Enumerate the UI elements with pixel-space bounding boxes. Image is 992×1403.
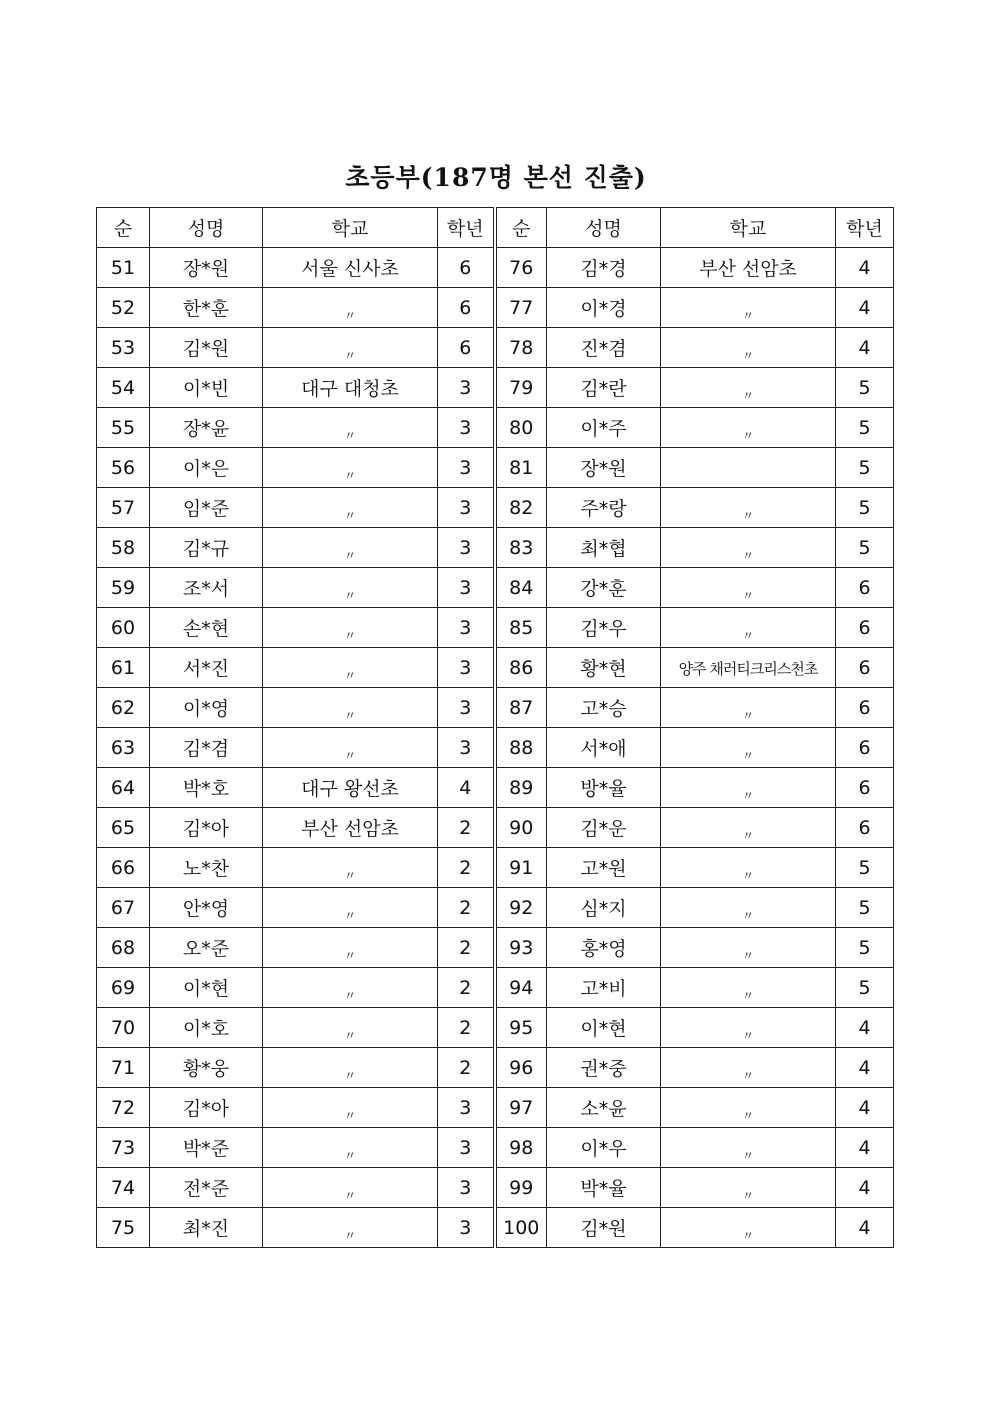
cell-no: 70 <box>97 1008 150 1048</box>
cell-no: 63 <box>97 728 150 768</box>
cell-school <box>263 768 438 808</box>
cell-grade: 5 <box>836 408 894 448</box>
cell-grade: 5 <box>836 928 894 968</box>
cell-school <box>661 288 836 328</box>
cell-grade: 6 <box>836 688 894 728</box>
ditto-mark: 〃 <box>343 1148 356 1163</box>
cell-grade: 5 <box>836 488 894 528</box>
table-row <box>97 888 894 928</box>
cell-school <box>263 688 438 728</box>
cell-no: 82 <box>495 488 547 528</box>
table-row <box>97 568 894 608</box>
table-row <box>97 328 894 368</box>
table-body <box>97 248 894 1248</box>
cell-name: 김*규 <box>150 528 263 568</box>
ditto-mark: 〃 <box>741 388 754 403</box>
cell-no: 57 <box>97 488 150 528</box>
cell-school <box>263 1008 438 1048</box>
cell-grade: 6 <box>836 808 894 848</box>
cell-name: 이*주 <box>547 408 661 448</box>
cell-name: 최*진 <box>150 1208 263 1248</box>
cell-grade: 4 <box>836 1168 894 1208</box>
cell-name: 한*훈 <box>150 288 263 328</box>
ditto-mark: 〃 <box>741 748 754 763</box>
cell-no: 69 <box>97 968 150 1008</box>
school-name: 양주 채러티크리스천초 <box>678 659 818 678</box>
cell-no: 72 <box>97 1088 150 1128</box>
table-row <box>97 1168 894 1208</box>
table-row <box>97 688 894 728</box>
table-row <box>97 808 894 848</box>
ditto-mark: 〃 <box>343 548 356 563</box>
table-row <box>97 288 894 328</box>
cell-no: 79 <box>495 368 547 408</box>
cell-school <box>263 608 438 648</box>
ditto-mark: 〃 <box>741 788 754 803</box>
cell-grade: 6 <box>836 568 894 608</box>
cell-grade: 5 <box>836 448 894 488</box>
cell-school <box>263 808 438 848</box>
cell-name: 전*준 <box>150 1168 263 1208</box>
cell-grade: 3 <box>438 488 495 528</box>
table-row <box>97 408 894 448</box>
cell-name: 고*원 <box>547 848 661 888</box>
cell-no: 84 <box>495 568 547 608</box>
ditto-mark: 〃 <box>741 308 754 323</box>
cell-grade: 3 <box>438 368 495 408</box>
ditto-mark: 〃 <box>343 748 356 763</box>
ditto-mark: 〃 <box>343 668 356 683</box>
ditto-mark: 〃 <box>741 1068 754 1083</box>
cell-name: 장*윤 <box>150 408 263 448</box>
cell-school <box>661 1088 836 1128</box>
cell-no: 51 <box>97 248 150 288</box>
cell-school <box>263 728 438 768</box>
cell-name: 김*아 <box>150 808 263 848</box>
table-row <box>97 1048 894 1088</box>
cell-grade: 6 <box>836 728 894 768</box>
ditto-mark: 〃 <box>343 588 356 603</box>
cell-school <box>661 248 836 288</box>
cell-name: 손*현 <box>150 608 263 648</box>
ditto-mark: 〃 <box>343 1068 356 1083</box>
cell-no: 60 <box>97 608 150 648</box>
cell-no: 62 <box>97 688 150 728</box>
cell-school <box>263 328 438 368</box>
cell-name: 고*승 <box>547 688 661 728</box>
cell-name: 강*훈 <box>547 568 661 608</box>
table-row <box>97 928 894 968</box>
cell-grade: 4 <box>836 1048 894 1088</box>
ditto-mark: 〃 <box>343 308 356 323</box>
cell-name: 이*우 <box>547 1128 661 1168</box>
ditto-mark: 〃 <box>741 868 754 883</box>
cell-grade: 3 <box>438 1208 495 1248</box>
cell-name: 임*준 <box>150 488 263 528</box>
cell-no: 67 <box>97 888 150 928</box>
cell-no: 100 <box>495 1208 547 1248</box>
cell-school <box>661 808 836 848</box>
cell-school <box>661 728 836 768</box>
school-name: 대구 대청초 <box>301 378 399 400</box>
cell-school <box>263 888 438 928</box>
cell-name: 노*찬 <box>150 848 263 888</box>
cell-grade: 6 <box>438 288 495 328</box>
cell-grade: 5 <box>836 968 894 1008</box>
cell-name: 오*준 <box>150 928 263 968</box>
cell-grade: 3 <box>438 608 495 648</box>
cell-name: 김*운 <box>547 808 661 848</box>
ditto-mark: 〃 <box>343 1228 356 1243</box>
cell-school <box>263 928 438 968</box>
cell-school <box>263 288 438 328</box>
table-row <box>97 248 894 288</box>
table-row <box>97 1088 894 1128</box>
cell-no: 89 <box>495 768 547 808</box>
cell-grade: 2 <box>438 1048 495 1088</box>
table-row <box>97 368 894 408</box>
table-row <box>97 768 894 808</box>
page-title: 초등부(187명 본선 진출) <box>345 163 647 192</box>
cell-school <box>661 448 836 488</box>
cell-school <box>661 648 836 688</box>
cell-school <box>661 1128 836 1168</box>
ditto-mark: 〃 <box>741 1148 754 1163</box>
cell-no: 61 <box>97 648 150 688</box>
cell-name: 황*현 <box>547 648 661 688</box>
cell-school <box>661 408 836 448</box>
ditto-mark: 〃 <box>741 1108 754 1123</box>
header-name: 성명 <box>150 208 263 248</box>
cell-school <box>263 1208 438 1248</box>
cell-school <box>661 1168 836 1208</box>
cell-name: 진*겸 <box>547 328 661 368</box>
cell-name: 심*지 <box>547 888 661 928</box>
cell-school <box>661 928 836 968</box>
cell-school <box>661 888 836 928</box>
cell-school <box>661 1008 836 1048</box>
cell-name: 박*율 <box>547 1168 661 1208</box>
cell-name: 소*윤 <box>547 1088 661 1128</box>
ditto-mark: 〃 <box>741 628 754 643</box>
cell-school <box>661 688 836 728</box>
school-name: 대구 왕선초 <box>301 778 399 800</box>
cell-name: 이*은 <box>150 448 263 488</box>
cell-no: 98 <box>495 1128 547 1168</box>
ditto-mark: 〃 <box>741 1028 754 1043</box>
cell-no: 85 <box>495 608 547 648</box>
cell-grade: 3 <box>438 448 495 488</box>
cell-grade: 2 <box>438 848 495 888</box>
ditto-mark: 〃 <box>741 1228 754 1243</box>
cell-grade: 4 <box>836 1088 894 1128</box>
cell-no: 66 <box>97 848 150 888</box>
cell-grade: 5 <box>836 848 894 888</box>
cell-school <box>263 528 438 568</box>
cell-name: 장*원 <box>547 448 661 488</box>
cell-no: 99 <box>495 1168 547 1208</box>
ditto-mark: 〃 <box>741 348 754 363</box>
cell-school <box>661 488 836 528</box>
cell-grade: 4 <box>836 328 894 368</box>
ditto-mark: 〃 <box>343 708 356 723</box>
cell-grade: 3 <box>438 568 495 608</box>
cell-school <box>661 608 836 648</box>
cell-no: 75 <box>97 1208 150 1248</box>
cell-name: 이*현 <box>547 1008 661 1048</box>
table-row <box>97 728 894 768</box>
cell-school <box>661 848 836 888</box>
table-row <box>97 848 894 888</box>
cell-school <box>661 968 836 1008</box>
ditto-mark: 〃 <box>343 628 356 643</box>
table-row <box>97 448 894 488</box>
cell-no: 55 <box>97 408 150 448</box>
table-row <box>97 1128 894 1168</box>
cell-grade: 3 <box>438 1128 495 1168</box>
cell-grade: 6 <box>836 768 894 808</box>
cell-school <box>263 368 438 408</box>
table-row <box>97 648 894 688</box>
table-row <box>97 1208 894 1248</box>
table-row <box>97 608 894 648</box>
cell-school <box>661 1208 836 1248</box>
ditto-mark: 〃 <box>343 508 356 523</box>
cell-no: 97 <box>495 1088 547 1128</box>
header-name: 성명 <box>547 208 661 248</box>
cell-no: 77 <box>495 288 547 328</box>
cell-school <box>263 1168 438 1208</box>
cell-grade: 4 <box>438 768 495 808</box>
school-name: 부산 선암초 <box>301 818 399 840</box>
ditto-mark: 〃 <box>343 1188 356 1203</box>
cell-grade: 4 <box>836 1128 894 1168</box>
cell-school <box>263 1048 438 1088</box>
ditto-mark: 〃 <box>343 908 356 923</box>
cell-grade: 3 <box>438 728 495 768</box>
cell-school <box>263 1088 438 1128</box>
cell-no: 96 <box>495 1048 547 1088</box>
header-school: 학교 <box>263 208 438 248</box>
cell-grade: 2 <box>438 928 495 968</box>
cell-name: 김*아 <box>150 1088 263 1128</box>
cell-no: 59 <box>97 568 150 608</box>
ditto-mark: 〃 <box>741 988 754 1003</box>
header-grade: 학년 <box>836 208 894 248</box>
cell-grade: 3 <box>438 1088 495 1128</box>
cell-name: 안*영 <box>150 888 263 928</box>
cell-grade: 3 <box>438 528 495 568</box>
table-row <box>97 528 894 568</box>
cell-name: 고*비 <box>547 968 661 1008</box>
ditto-mark: 〃 <box>343 1028 356 1043</box>
cell-grade: 4 <box>836 1208 894 1248</box>
header-grade: 학년 <box>438 208 495 248</box>
cell-name: 최*협 <box>547 528 661 568</box>
cell-name: 이*경 <box>547 288 661 328</box>
cell-school <box>661 528 836 568</box>
cell-name: 주*랑 <box>547 488 661 528</box>
cell-name: 김*경 <box>547 248 661 288</box>
ditto-mark: 〃 <box>343 348 356 363</box>
cell-no: 86 <box>495 648 547 688</box>
cell-grade: 3 <box>438 648 495 688</box>
cell-school <box>661 768 836 808</box>
cell-no: 93 <box>495 928 547 968</box>
cell-no: 71 <box>97 1048 150 1088</box>
cell-no: 88 <box>495 728 547 768</box>
cell-name: 홍*영 <box>547 928 661 968</box>
cell-name: 서*애 <box>547 728 661 768</box>
cell-school <box>263 968 438 1008</box>
cell-name: 방*율 <box>547 768 661 808</box>
cell-grade: 5 <box>836 888 894 928</box>
cell-school <box>263 408 438 448</box>
cell-school <box>661 368 836 408</box>
header-no: 순 <box>97 208 150 248</box>
table-row <box>97 1008 894 1048</box>
cell-name: 김*겸 <box>150 728 263 768</box>
cell-grade: 6 <box>836 648 894 688</box>
cell-grade: 2 <box>438 888 495 928</box>
cell-no: 83 <box>495 528 547 568</box>
ditto-mark: 〃 <box>741 548 754 563</box>
cell-grade: 3 <box>438 1168 495 1208</box>
cell-no: 52 <box>97 288 150 328</box>
cell-name: 장*원 <box>150 248 263 288</box>
ditto-mark: 〃 <box>741 508 754 523</box>
cell-school <box>263 448 438 488</box>
ditto-mark: 〃 <box>741 1188 754 1203</box>
cell-no: 65 <box>97 808 150 848</box>
ditto-mark: 〃 <box>741 588 754 603</box>
table-header-row <box>97 208 894 248</box>
cell-grade: 6 <box>438 328 495 368</box>
cell-school <box>661 1048 836 1088</box>
ditto-mark: 〃 <box>343 428 356 443</box>
cell-grade: 3 <box>438 408 495 448</box>
cell-no: 54 <box>97 368 150 408</box>
ditto-mark: 〃 <box>741 828 754 843</box>
cell-name: 권*중 <box>547 1048 661 1088</box>
ditto-mark: 〃 <box>741 708 754 723</box>
cell-no: 87 <box>495 688 547 728</box>
cell-name: 이*호 <box>150 1008 263 1048</box>
ditto-mark: 〃 <box>343 1108 356 1123</box>
cell-school <box>263 1128 438 1168</box>
cell-no: 56 <box>97 448 150 488</box>
cell-no: 74 <box>97 1168 150 1208</box>
cell-no: 81 <box>495 448 547 488</box>
cell-no: 76 <box>495 248 547 288</box>
cell-grade: 6 <box>438 248 495 288</box>
cell-grade: 6 <box>836 608 894 648</box>
cell-grade: 5 <box>836 368 894 408</box>
cell-grade: 2 <box>438 1008 495 1048</box>
cell-name: 김*원 <box>547 1208 661 1248</box>
cell-no: 90 <box>495 808 547 848</box>
cell-school <box>263 568 438 608</box>
cell-name: 박*준 <box>150 1128 263 1168</box>
cell-no: 64 <box>97 768 150 808</box>
cell-name: 김*우 <box>547 608 661 648</box>
ditto-mark: 〃 <box>343 988 356 1003</box>
school-name: 부산 선암초 <box>699 258 797 280</box>
cell-no: 68 <box>97 928 150 968</box>
cell-grade: 4 <box>836 248 894 288</box>
cell-school <box>263 248 438 288</box>
cell-no: 73 <box>97 1128 150 1168</box>
cell-grade: 2 <box>438 968 495 1008</box>
cell-name: 서*진 <box>150 648 263 688</box>
cell-no: 95 <box>495 1008 547 1048</box>
cell-no: 91 <box>495 848 547 888</box>
cell-school <box>263 848 438 888</box>
header-school: 학교 <box>661 208 836 248</box>
cell-name: 조*서 <box>150 568 263 608</box>
cell-name: 이*영 <box>150 688 263 728</box>
cell-name: 이*빈 <box>150 368 263 408</box>
ditto-mark: 〃 <box>343 868 356 883</box>
cell-grade: 3 <box>438 688 495 728</box>
cell-school <box>661 568 836 608</box>
cell-no: 80 <box>495 408 547 448</box>
cell-name: 김*원 <box>150 328 263 368</box>
participants-table <box>96 207 894 1248</box>
ditto-mark: 〃 <box>741 428 754 443</box>
cell-name: 황*웅 <box>150 1048 263 1088</box>
cell-no: 58 <box>97 528 150 568</box>
ditto-mark: 〃 <box>741 908 754 923</box>
table-row <box>97 968 894 1008</box>
ditto-mark: 〃 <box>343 948 356 963</box>
cell-no: 53 <box>97 328 150 368</box>
cell-school <box>263 648 438 688</box>
header-no: 순 <box>495 208 547 248</box>
cell-no: 94 <box>495 968 547 1008</box>
cell-name: 박*호 <box>150 768 263 808</box>
cell-name: 김*란 <box>547 368 661 408</box>
cell-grade: 5 <box>836 528 894 568</box>
cell-grade: 4 <box>836 288 894 328</box>
ditto-mark: 〃 <box>741 948 754 963</box>
cell-no: 92 <box>495 888 547 928</box>
ditto-mark: 〃 <box>343 468 356 483</box>
cell-name: 이*현 <box>150 968 263 1008</box>
cell-grade: 2 <box>438 808 495 848</box>
table-row <box>97 488 894 528</box>
cell-school <box>661 328 836 368</box>
school-name: 서울 신사초 <box>301 258 399 280</box>
cell-school <box>263 488 438 528</box>
cell-no: 78 <box>495 328 547 368</box>
cell-grade: 4 <box>836 1008 894 1048</box>
